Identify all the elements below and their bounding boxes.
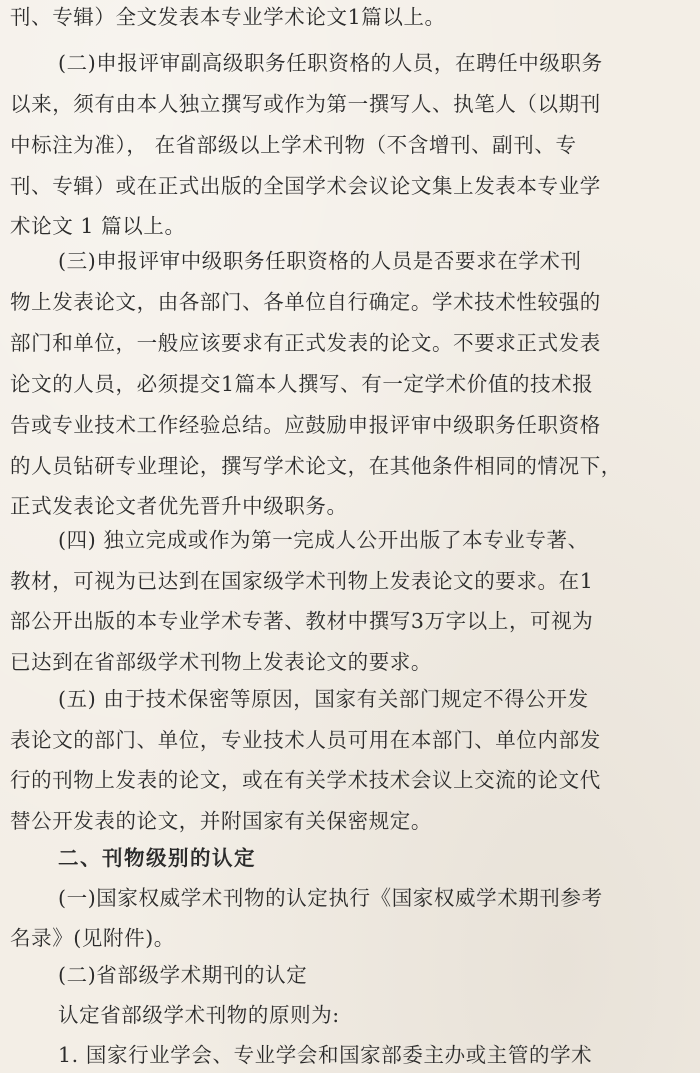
text-line: 已达到在省部级学术刊物上发表论文的要求。 (10, 650, 432, 674)
text-line: 替公开发表的论文，并附国家有关保密规定。 (10, 809, 432, 833)
subheading-line: (二)省部级学术期刊的认定 (58, 963, 308, 987)
text-line: 认定省部级学术刊物的原则为: (58, 1003, 340, 1027)
text-line: 的人员钻研专业理论，撰写学术论文，在其他条件相同的情况下， (10, 454, 622, 478)
text-line: 论文的人员，必须提交1篇本人撰写、有一定学术价值的技术报 (10, 372, 594, 396)
text-line: 教材，可视为已达到在国家级学术刊物上发表论文的要求。在1 (10, 569, 594, 593)
paragraph-3-line: (三)申报评审中级职务任职资格的人员是否要求在学术刊 (58, 249, 582, 273)
list-item-line: 1. 国家行业学会、专业学会和国家部委主办或主管的学术 (58, 1043, 593, 1067)
text-line: 部门和单位，一般应该要求有正式发表的论文。不要求正式发表 (10, 331, 601, 355)
text-line: 名录》(见附件)。 (10, 926, 175, 950)
text-line: 正式发表论文者优先晋升中级职务。 (10, 494, 348, 518)
paragraph-6-line: (一)国家权威学术刊物的认定执行《国家权威学术期刊参考 (58, 886, 603, 910)
text-line: 行的刊物上发表的论文，或在有关学术技术会议上交流的论文代 (10, 768, 601, 792)
text-line: 部公开出版的本专业学术专著、教材中撰写3万字以上，可视为 (10, 609, 594, 633)
text-line: 以来，须有由本人独立撰写或作为第一撰写人、执笔人（以期刊 (10, 92, 601, 116)
section-heading: 二、刊物级别的认定 (58, 846, 256, 870)
text-line: 表论文的部门、单位，专业技术人员可用在本部门、单位内部发 (10, 728, 601, 752)
text-line: 术论文 1 篇以上。 (10, 214, 186, 238)
paragraph-4-line: (四) 独立完成或作为第一完成人公开出版了本专业专著、 (58, 528, 589, 552)
text-line: 告或专业技术工作经验总结。应鼓励申报评审中级职务任职资格 (10, 413, 601, 437)
paragraph-5-line: (五) 由于技术保密等原因，国家有关部门规定不得公开发 (58, 687, 589, 711)
text-line: 物上发表论文，由各部门、各单位自行确定。学术技术性较强的 (10, 290, 601, 314)
text-line: 中标注为准）， 在省部级以上学术刊物（不含增刊、副刊、专 (10, 133, 577, 157)
text-line: 刊、专辑）或在正式出版的全国学术会议论文集上发表本专业学 (10, 174, 601, 198)
paragraph-2-line: (二)申报评审副高级职务任职资格的人员，在聘任中级职务 (58, 51, 603, 75)
text-line: 刊、专辑）全文发表本专业学术论文1篇以上。 (10, 5, 446, 29)
